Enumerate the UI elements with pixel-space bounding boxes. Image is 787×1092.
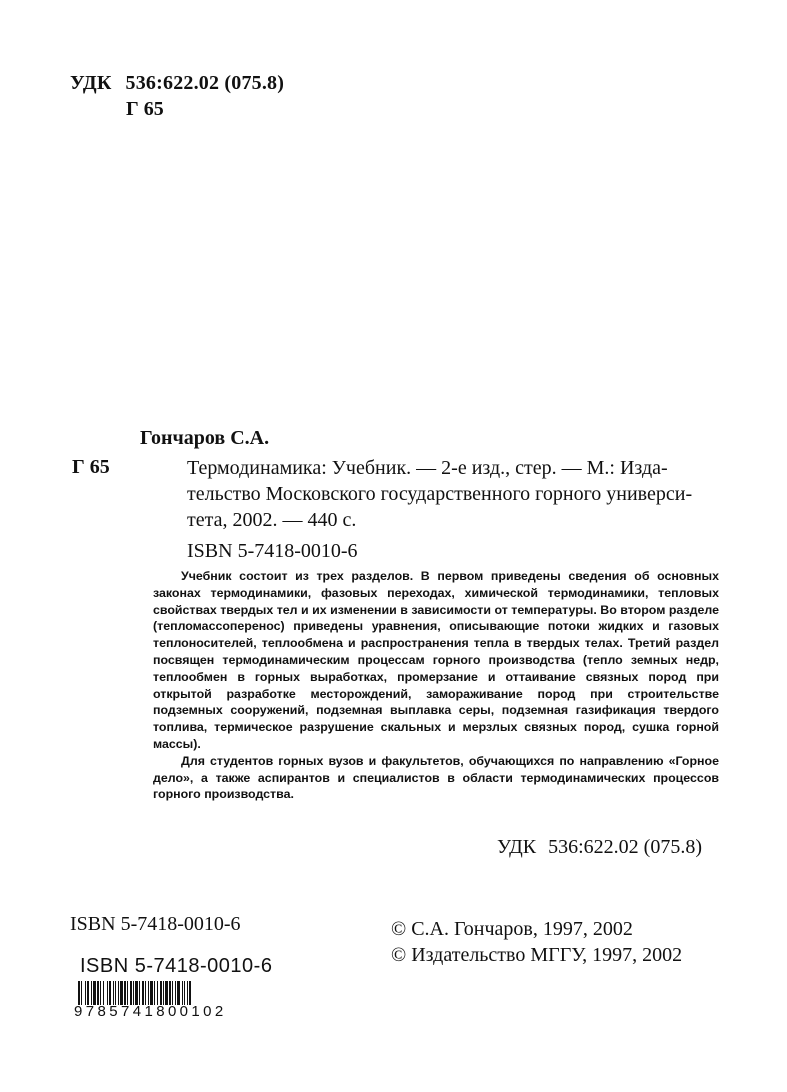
author-mark-catalog: Г 65: [72, 456, 110, 478]
udk-label: УДК: [497, 836, 537, 858]
author-mark-header: Г 65: [126, 98, 164, 120]
udk-header: [70, 72, 284, 95]
barcode-isbn: ISBN 5-7418-0010-6: [80, 955, 273, 977]
udk-label: УДК: [70, 72, 112, 94]
annotation: [153, 568, 719, 803]
isbn-footer: ISBN 5-7418-0010-6: [70, 913, 241, 935]
biblio-line: тельство Московского государственного горного универси-: [187, 483, 693, 505]
udk-footer: [497, 836, 702, 859]
isbn-catalog: ISBN 5-7418-0010-6: [187, 540, 358, 562]
biblio-line: Термодинамика: Учебник. — 2-е изд., стер. — М.: Изда-: [187, 457, 668, 479]
author-name: Гончаров С.А.: [140, 427, 270, 449]
udk-code: 536:622.02 (075.8): [125, 72, 285, 94]
barcode-icon: [76, 981, 272, 1005]
udk-code: 536:622.02 (075.8): [548, 836, 703, 858]
copyright-block: [391, 916, 682, 968]
annotation-paragraph: Для студентов горных вузов и факультетов, обучающихся по направлению «Горное дело», а также аспирантов и специалистов в области термодинамических процессов горного производства.: [153, 753, 719, 802]
annotation-paragraph: Учебник состоит из трех разделов. В первом приведены сведения об основных законах термодинамики, фазовых переходах, химической термодинамики, тепловых свойствах твердых тел и их изменении в зависимости от температуры. Во втором разделе (тепломассоперенос) приведены уравнения, описывающие потоки жидких и газовых теплоносителей, теплообмена и распространения тепла в твердых телах. Третий раздел посвящен термодинамическим процессам горного производства (тепло земных недр, теплообмен в горных выработках, промерзание и оттаивание связных пород при открытой разработке месторождений, замораживание пород при строительстве подземных сооружений, подземная выплавка серы, подземная газификация твердого топлива, термическое разрушение скальных и мерзлых связных пород, сушка горной массы).: [153, 569, 719, 751]
copyright-line: © С.А. Гончаров, 1997, 2002: [391, 918, 633, 940]
copyright-line: © Издательство МГГУ, 1997, 2002: [391, 944, 683, 966]
biblio-line: тета, 2002. — 440 с.: [187, 509, 357, 531]
bibliographic-description: [187, 455, 720, 533]
barcode-digits: 9785741800102: [74, 1003, 227, 1020]
